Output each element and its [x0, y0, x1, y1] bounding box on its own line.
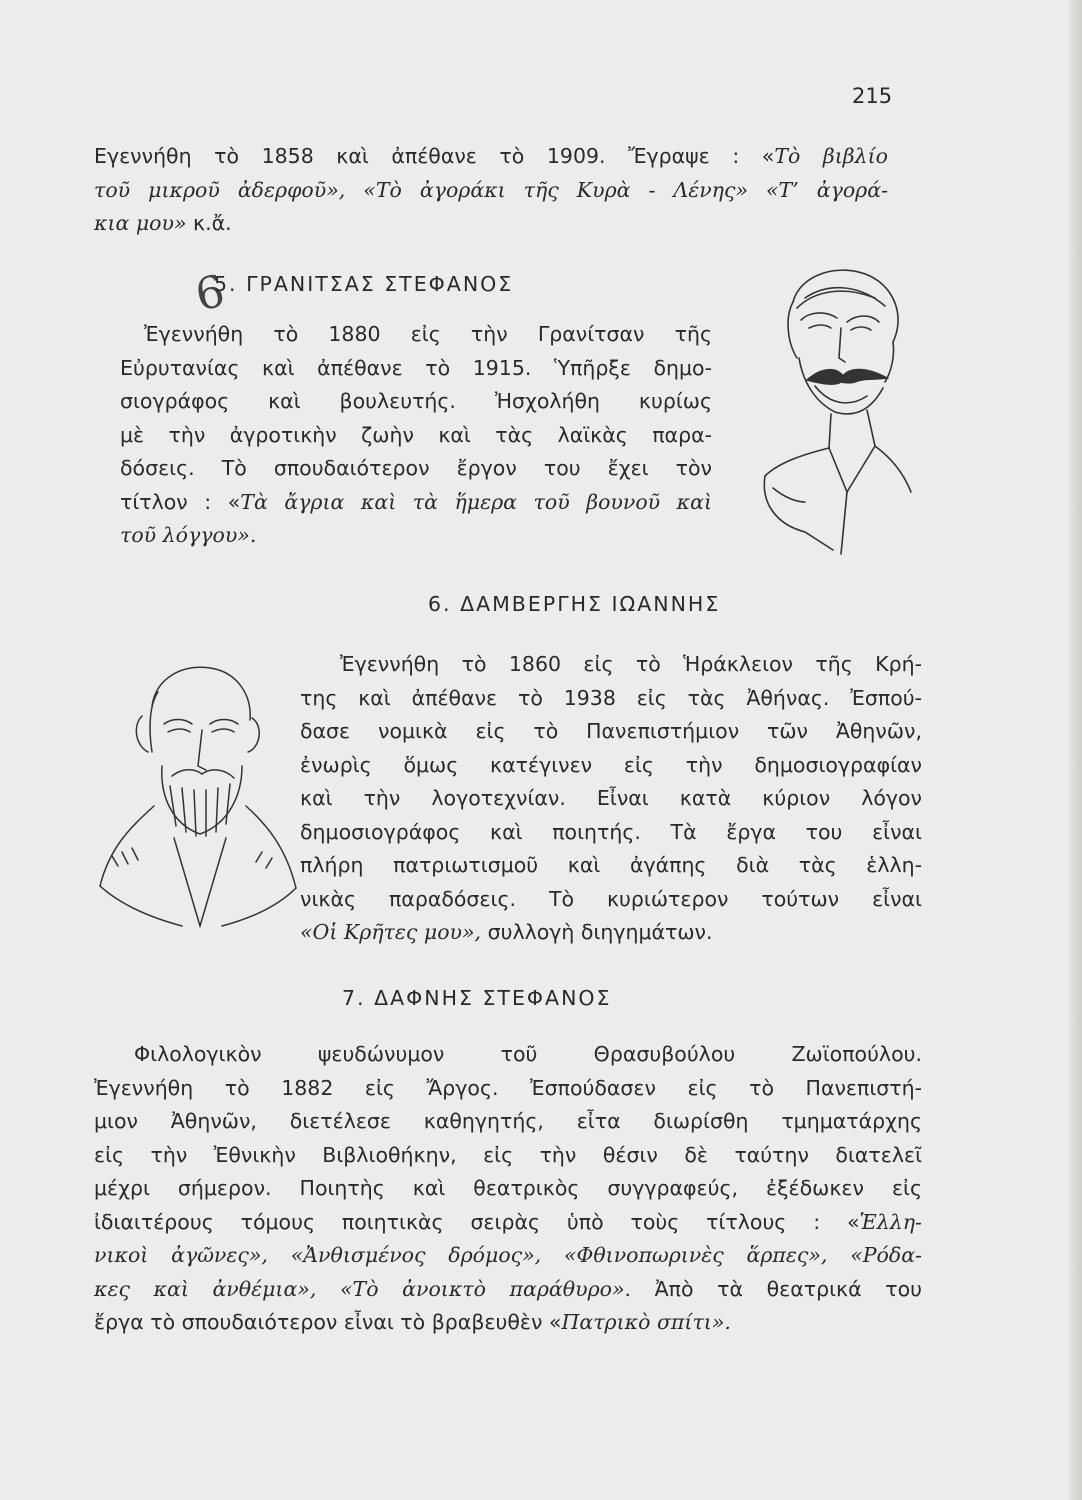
- section-5-heading: 5. ΓΡΑΝΙΤΣΑΣ ΣΤΕΦΑΝΟΣ: [214, 272, 514, 296]
- s6-line-7: πλήρη πατριωτισμοῦ καὶ ἀγάπης διὰ τὰς ἑλλη-: [300, 853, 922, 877]
- page-edge-shadow: [1068, 0, 1082, 1500]
- section-7-heading: 7. ΔΑΦΝΗΣ ΣΤΕΦΑΝΟΣ: [342, 986, 612, 1010]
- s6-line-3: δασε νομικὰ εἰς τὸ Πανεπιστήμιον τῶν Ἀθηνῶν,: [300, 719, 922, 743]
- s5-line-5: δόσεις. Τὸ σπουδαιότερον ἔργον του ἔχει τὸν: [120, 456, 712, 480]
- s5-line-1: Ἐγεννήθη τὸ 1880 εἰς τὴν Γρανίτσαν τῆς: [144, 322, 712, 346]
- section-5-paragraph: [120, 318, 712, 553]
- intro-line-1: Εγεννήθη τὸ 1858 καὶ ἀπέθανε τὸ 1909. Ἔγραψε : «Τὸ βιβλίο: [94, 144, 888, 168]
- s5-line-4: μὲ τὴν ἀγροτικὴν ζωὴν καὶ τὰς λαϊκὰς παρα-: [120, 422, 712, 447]
- s5-line-2: Εὐρυτανίας καὶ ἀπέθανε τὸ 1915. Ὑπῆρξε δημο-: [120, 355, 712, 380]
- section-6-heading: 6. ΔΑΜΒΕΡΓΗΣ ΙΩΑΝΝΗΣ: [428, 592, 721, 616]
- s5-line-3: σιογράφος καὶ βουλευτής. Ἠσχολήθη κυρίως: [120, 389, 712, 413]
- s6-line-4: ἐνωρὶς ὅμως κατέγινεν εἰς τὴν δημοσιογραφίαν: [300, 752, 922, 777]
- portrait-damvergis: [92, 656, 302, 936]
- s6-line-6: δημοσιογράφος καὶ ποιητής. Τὰ ἔργα του εἶναι: [300, 819, 922, 844]
- s6-line-8: νικὰς παραδόσεις. Τὸ κυριώτερον τούτων εἶναι: [300, 886, 922, 911]
- s7-line-9: ἔργα τὸ σπουδαιότερον εἶναι τὸ βραβευθὲν «Πατρικὸ σπίτι».: [94, 1310, 731, 1334]
- s5-line-7: τοῦ λόγγου».: [120, 523, 257, 547]
- s6-line-1: Ἐγεννήθη τὸ 1860 εἰς τὸ Ἡράκλειον τῆς Κρή-: [340, 652, 922, 676]
- section-6-paragraph: [300, 648, 922, 950]
- s7-line-6: ἰδιαιτέρους τόμους ποιητικὰς σειρὰς ὑπὸ τοὺς τίτλους : «Ἑλλη-: [94, 1209, 922, 1234]
- s7-line-7: νικοὶ ἀγῶνες», «Ἀνθισμένος δρόμος», «Φθινοπωρινὲς ἅρπες», «Ρόδα-: [94, 1243, 922, 1267]
- s7-line-8: κες καὶ ἀνθέμια», «Τὸ ἀνοικτὸ παράθυρο». Ἀπὸ τὰ θεατρικά του: [94, 1276, 922, 1301]
- s6-line-2: της καὶ ἀπέθανε τὸ 1938 εἰς τὰς Ἀθήνας. Ἐσπού-: [300, 685, 922, 710]
- page-number: 215: [852, 84, 893, 108]
- s6-line-5: καὶ τὴν λογοτεχνίαν. Εἶναι κατὰ κύριον λόγον: [300, 786, 922, 810]
- section-7-paragraph: [94, 1038, 922, 1340]
- s7-line-4: εἰς τὴν Ἐθνικὴν Βιβλιοθήκην, εἰς τὴν θέσιν δὲ ταύτην διατελεῖ: [94, 1142, 922, 1167]
- s7-line-5: μέχρι σήμερον. Ποιητὴς καὶ θεατρικὸς συγγραφεύς, ἐξέδωκεν εἰς: [94, 1176, 922, 1200]
- intro-line-3: κια μου» κ.ἄ.: [94, 211, 232, 235]
- s7-line-2: Ἐγεννήθη τὸ 1882 εἰς Ἄργος. Ἐσπούδασεν εἰς τὸ Πανεπιστή-: [94, 1075, 922, 1100]
- s7-line-3: μιον Ἀθηνῶν, διετέλεσε καθηγητής, εἶτα διωρίσθη τμηματάρχης: [94, 1109, 922, 1133]
- portrait-granitsas: [745, 262, 915, 557]
- s5-line-6: τίτλον : «Τὰ ἄγρια καὶ τὰ ἥμερα τοῦ βουνοῦ καὶ: [120, 489, 713, 514]
- intro-line-2: τοῦ μικροῦ ἀδερφοῦ», «Τὸ ἀγοράκι τῆς Κυρὰ - Λένης» «Τ’ ἀγορά-: [94, 177, 888, 202]
- s6-line-9: «Οἱ Κρῆτες μου», συλλογὴ διηγημάτων.: [300, 920, 713, 944]
- intro-paragraph: [94, 140, 888, 241]
- s7-line-1: Φιλολογικὸν ψευδώνυμον τοῦ Θρασυβούλου Ζωϊοπούλου.: [134, 1042, 922, 1066]
- handwritten-margin-mark: 6: [191, 265, 229, 322]
